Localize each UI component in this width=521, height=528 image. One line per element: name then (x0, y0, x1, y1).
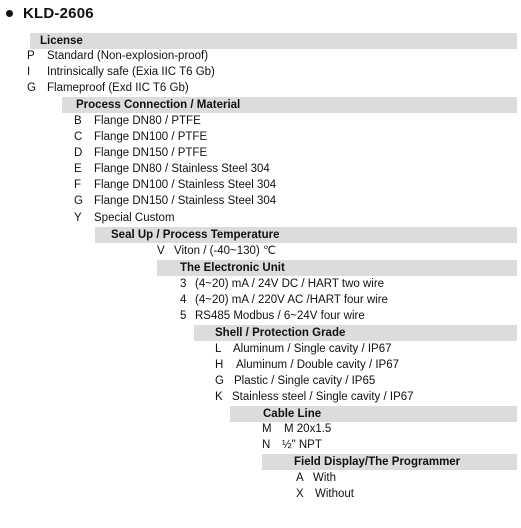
section-band-license (30, 33, 517, 49)
option-row (180, 276, 384, 292)
option-desc: RS485 Modbus / 6~24V four wire (195, 310, 365, 322)
option-desc: Flameproof (Exd IIC T6 Gb) (47, 82, 189, 94)
section-header-electronic-unit: The Electronic Unit (180, 262, 285, 274)
option-desc: (4~20) mA / 24V DC / HART two wire (195, 278, 385, 290)
option-desc: Flange DN80 / Stainless Steel 304 (94, 163, 270, 175)
section-header-license: License (40, 35, 83, 47)
option-row (74, 129, 207, 145)
section-header-shell-protection: Shell / Protection Grade (215, 327, 346, 339)
option-desc: Aluminum / Single cavity / IP67 (233, 343, 392, 355)
option-row (262, 421, 331, 437)
option-desc: Flange DN150 / PTFE (94, 147, 208, 159)
option-desc: M 20x1.5 (284, 423, 332, 435)
option-row (74, 145, 207, 161)
option-row (27, 64, 215, 80)
option-row (215, 357, 399, 373)
option-code: L (215, 343, 222, 355)
option-desc: With (313, 472, 336, 484)
option-code: H (215, 359, 224, 371)
option-desc: Flange DN100 / Stainless Steel 304 (94, 179, 277, 191)
option-row (180, 292, 388, 308)
option-row (296, 486, 354, 502)
option-desc: Flange DN80 / PTFE (94, 115, 201, 127)
option-desc: Aluminum / Double cavity / IP67 (236, 359, 399, 371)
section-header-process-connection: Process Connection / Material (76, 99, 241, 111)
option-code: F (74, 179, 82, 191)
option-code: 4 (180, 294, 187, 306)
option-code: 5 (180, 310, 187, 322)
section-header-seal-up: Seal Up / Process Temperature (111, 229, 280, 241)
option-code: E (74, 163, 82, 175)
option-code: C (74, 131, 83, 143)
option-code: A (296, 472, 304, 484)
option-code: X (296, 488, 304, 500)
option-row (74, 177, 276, 193)
option-code: M (262, 423, 272, 435)
option-code: G (27, 82, 36, 94)
section-header-cable-line: Cable Line (263, 408, 322, 420)
option-row (296, 470, 336, 486)
option-code: G (74, 195, 83, 207)
option-row (262, 437, 322, 453)
option-code: I (27, 66, 31, 78)
option-desc: Plastic / Single cavity / IP65 (234, 375, 376, 387)
option-row (74, 210, 175, 226)
option-row (215, 373, 375, 389)
page-title: KLD-2606 (23, 4, 94, 22)
option-code: D (74, 147, 83, 159)
option-code: 3 (180, 278, 187, 290)
option-desc: Without (315, 488, 354, 500)
title-row (6, 3, 94, 23)
option-desc: ½" NPT (282, 439, 322, 451)
option-desc: Flange DN100 / PTFE (94, 131, 208, 143)
bullet-icon (6, 10, 13, 17)
option-desc: Flange DN150 / Stainless Steel 304 (94, 195, 277, 207)
option-code: K (215, 391, 223, 403)
option-code: Y (74, 212, 82, 224)
option-row (215, 389, 414, 405)
option-desc: Viton / (-40~130) ℃ (174, 245, 276, 257)
option-code: B (74, 115, 82, 127)
option-row (27, 80, 189, 96)
option-row (74, 113, 201, 129)
option-desc: Standard (Non-explosion-proof) (47, 50, 209, 62)
option-row (180, 308, 365, 324)
option-row (74, 193, 276, 209)
option-row (27, 48, 208, 64)
option-code: G (215, 375, 224, 387)
option-row (215, 341, 392, 357)
option-desc: Special Custom (94, 212, 175, 224)
option-desc: (4~20) mA / 220V AC /HART four wire (195, 294, 388, 306)
option-code: N (262, 439, 271, 451)
option-desc: Intrinsically safe (Exia IIC T6 Gb) (47, 66, 215, 78)
option-code: P (27, 50, 35, 62)
option-desc: Stainless steel / Single cavity / IP67 (232, 391, 414, 403)
option-row (74, 161, 270, 177)
option-row (157, 243, 276, 259)
option-code: V (157, 245, 165, 257)
section-header-field-display: Field Display/The Programmer (294, 456, 461, 468)
